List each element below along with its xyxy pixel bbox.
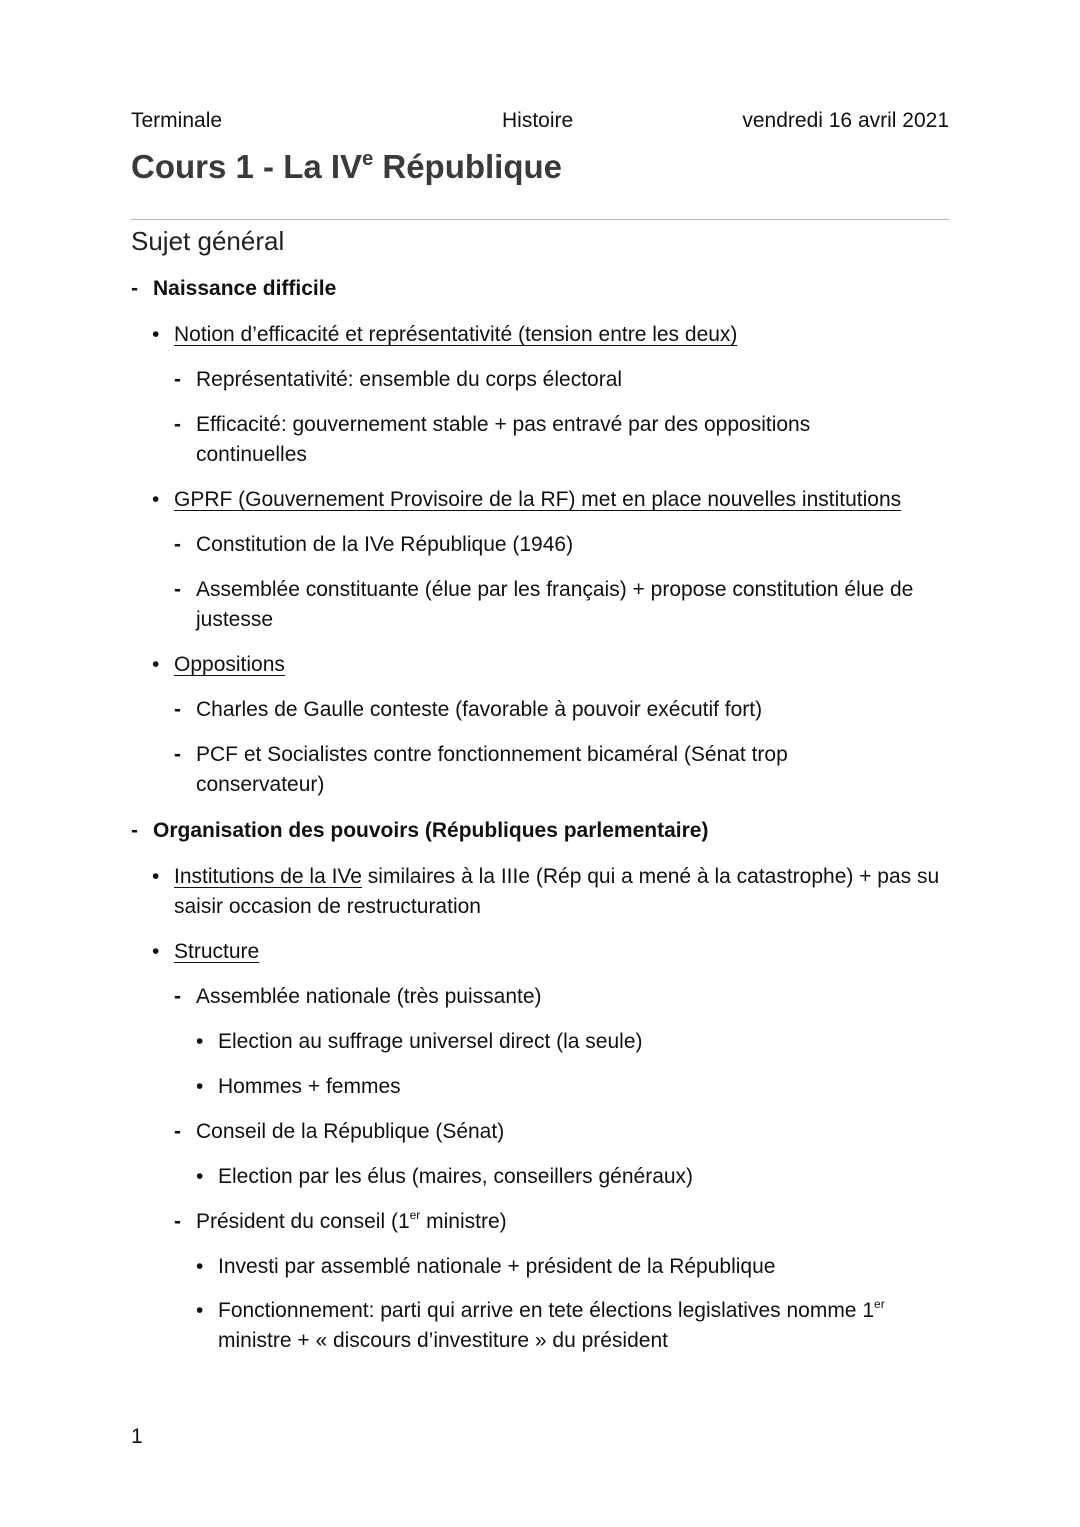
sub-item-post: ministre): [420, 1210, 507, 1233]
sub-sub-item-post: ministre + « discours d’investiture » du président: [218, 1329, 668, 1352]
header-date-label: vendredi 16 avril 2021: [742, 109, 949, 132]
sub-sub-item: Investi par assemblé nationale + président de la République: [218, 1255, 776, 1278]
title-suffix: République: [373, 148, 563, 185]
subject-heading: Sujet général: [131, 226, 285, 256]
sub-sub-item: Election par les élus (maires, conseillers généraux): [218, 1165, 694, 1188]
sub-item: Représentativité: ensemble du corps électoral: [196, 368, 623, 391]
bullet-marker: •: [196, 1165, 204, 1188]
sub-sub-item-pre: Fonctionnement: parti qui arrive en tete élections legislatives nomme 1: [218, 1299, 875, 1322]
bullet-marker: •: [152, 653, 160, 676]
list-item: [174, 862, 949, 922]
bullet-marker: •: [152, 865, 160, 888]
sub-item: Charles de Gaulle conteste (favorable à pouvoir exécutif fort): [196, 698, 763, 721]
dash-marker: -: [174, 743, 181, 766]
bullet-marker: •: [196, 1030, 204, 1053]
ordinal-superscript: er: [874, 1297, 885, 1311]
dash-marker: -: [131, 819, 138, 842]
dash-marker: -: [174, 1210, 181, 1233]
sub-item: Constitution de la IVe République (1946): [196, 533, 574, 556]
dash-marker: -: [174, 578, 181, 601]
dash-marker: -: [174, 985, 181, 1008]
list-item: GPRF (Gouvernement Provisoire de la RF) met en place nouvelles institutions: [174, 488, 902, 511]
title-prefix: Cours 1 - La IV: [131, 148, 363, 185]
title-superscript: e: [362, 148, 374, 170]
sub-item: Conseil de la République (Sénat): [196, 1120, 505, 1143]
header-subject-label: Histoire: [502, 109, 574, 132]
list-item-rest: similaires à la IIIe (Rép qui a mené à la catastrophe) + pas su saisir occasion de restructuration: [174, 865, 940, 918]
sub-item-pre: Président du conseil (1: [196, 1210, 410, 1233]
sub-item: Assemblée nationale (très puissante): [196, 985, 542, 1008]
bullet-marker: •: [196, 1255, 204, 1278]
bullet-marker: •: [196, 1075, 204, 1098]
page-number: 1: [131, 1425, 143, 1448]
bullet-marker: •: [152, 488, 160, 511]
dash-marker: -: [174, 1120, 181, 1143]
bullet-marker: •: [152, 940, 160, 963]
underlined-term: Institutions de la IVe: [174, 865, 362, 888]
list-item: Oppositions: [174, 653, 285, 676]
dash-marker: -: [174, 413, 181, 436]
sub-sub-item: Hommes + femmes: [218, 1075, 401, 1098]
list-item: Structure: [174, 940, 260, 963]
dash-marker: -: [174, 698, 181, 721]
list-item: Notion d’efficacité et représentativité (tension entre les deux): [174, 323, 738, 346]
dash-marker: -: [174, 368, 181, 391]
sub-item: [196, 1207, 507, 1237]
sub-item: Assemblée constituante (élue par les français) + propose constitution élue de justesse: [196, 578, 914, 631]
dash-marker: -: [131, 277, 138, 300]
header-class-label: Terminale: [131, 109, 223, 132]
page-title: [131, 145, 562, 189]
dash-marker: -: [174, 533, 181, 556]
bullet-marker: •: [196, 1299, 204, 1322]
section-heading: Organisation des pouvoirs (Républiques parlementaire): [153, 819, 709, 842]
ordinal-superscript: er: [409, 1208, 421, 1222]
sub-item: Efficacité: gouvernement stable + pas entravé par des oppositions continuelles: [196, 413, 811, 466]
sub-item: PCF et Socialistes contre fonctionnement bicaméral (Sénat trop conservateur): [196, 743, 788, 796]
bullet-marker: •: [152, 323, 160, 346]
section-heading: Naissance difficile: [153, 277, 337, 300]
sub-sub-item: [218, 1296, 933, 1356]
title-divider: [131, 219, 949, 220]
sub-sub-item: Election au suffrage universel direct (la seule): [218, 1030, 643, 1053]
